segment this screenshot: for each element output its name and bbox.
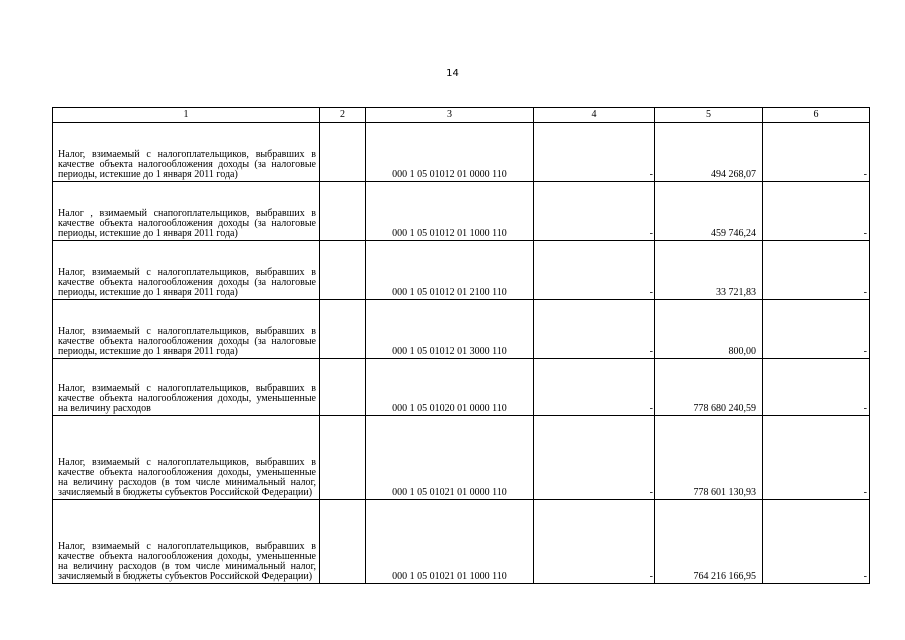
row-code: 000 1 05 01012 01 0000 110	[366, 123, 534, 182]
revenue-table	[52, 107, 870, 584]
header-col-6: 6	[763, 108, 870, 123]
row-name: Налог, взимаемый с налогоплательщиков, выбравших в качестве объекта налогообложения доходы, уменьшенные на величину расходов	[53, 359, 320, 416]
table-row	[53, 182, 870, 241]
row-name: Налог, взимаемый с налогоплательщиков, выбравших в качестве объекта налогообложения доходы, уменьшенные на величину расходов (в том числе минимальный налог, зачисляемый в бюджеты субъектов Российской Федерации)	[53, 416, 320, 500]
table-row	[53, 123, 870, 182]
row-name: Налог, взимаемый с налогоплательщиков, выбравших в качестве объекта налогообложения доходы, уменьшенные на величину расходов (в том числе минимальный налог, зачисляемый в бюджеты субъектов Российской Федерации)	[53, 500, 320, 584]
row-col4: -	[534, 416, 655, 500]
row-code: 000 1 05 01020 01 0000 110	[366, 359, 534, 416]
row-code: 000 1 05 01012 01 2100 110	[366, 241, 534, 300]
row-col4: -	[534, 182, 655, 241]
row-col2	[320, 300, 366, 359]
row-col2	[320, 241, 366, 300]
table-row	[53, 359, 870, 416]
row-col6: -	[763, 300, 870, 359]
header-col-5: 5	[655, 108, 763, 123]
row-col6: -	[763, 241, 870, 300]
row-col6: -	[763, 182, 870, 241]
row-col4: -	[534, 359, 655, 416]
row-col6: -	[763, 359, 870, 416]
table-row	[53, 416, 870, 500]
header-col-4: 4	[534, 108, 655, 123]
row-col6: -	[763, 500, 870, 584]
table-row	[53, 500, 870, 584]
row-code: 000 1 05 01021 01 0000 110	[366, 416, 534, 500]
row-amount: 778 680 240,59	[655, 359, 763, 416]
row-col4: -	[534, 241, 655, 300]
row-col4: -	[534, 500, 655, 584]
row-amount: 800,00	[655, 300, 763, 359]
row-name: Налог, взимаемый с налогоплательщиков, выбравших в качестве объекта налогообложения доходы (за налоговые периоды, истекшие до 1 января 2011 года)	[53, 300, 320, 359]
row-col2	[320, 182, 366, 241]
row-amount: 778 601 130,93	[655, 416, 763, 500]
row-name: Налог, взимаемый с налогоплательщиков, выбравших в качестве объекта налогообложения доходы (за налоговые периоды, истекшие до 1 января 2011 года)	[53, 123, 320, 182]
row-code: 000 1 05 01021 01 1000 110	[366, 500, 534, 584]
table-row	[53, 300, 870, 359]
row-col2	[320, 123, 366, 182]
row-name: Налог, взимаемый с налогоплательщиков, выбравших в качестве объекта налогообложения доходы (за налоговые периоды, истекшие до 1 января 2011 года)	[53, 241, 320, 300]
row-amount: 494 268,07	[655, 123, 763, 182]
header-col-2: 2	[320, 108, 366, 123]
header-col-3: 3	[366, 108, 534, 123]
row-col2	[320, 500, 366, 584]
row-code: 000 1 05 01012 01 1000 110	[366, 182, 534, 241]
row-amount: 764 216 166,95	[655, 500, 763, 584]
row-name: Налог , взимаемый снапогоплательщиков, выбравших в качестве объекта налогообложения доходы (за налоговые периоды, истекшие до 1 января 2011 года)	[53, 182, 320, 241]
row-amount: 33 721,83	[655, 241, 763, 300]
header-row	[53, 108, 870, 123]
table-row	[53, 241, 870, 300]
row-col6: -	[763, 123, 870, 182]
page-number: 14	[446, 68, 459, 79]
row-col6: -	[763, 416, 870, 500]
row-col4: -	[534, 300, 655, 359]
row-col2	[320, 359, 366, 416]
row-amount: 459 746,24	[655, 182, 763, 241]
header-col-1: 1	[53, 108, 320, 123]
row-col4: -	[534, 123, 655, 182]
row-code: 000 1 05 01012 01 3000 110	[366, 300, 534, 359]
row-col2	[320, 416, 366, 500]
